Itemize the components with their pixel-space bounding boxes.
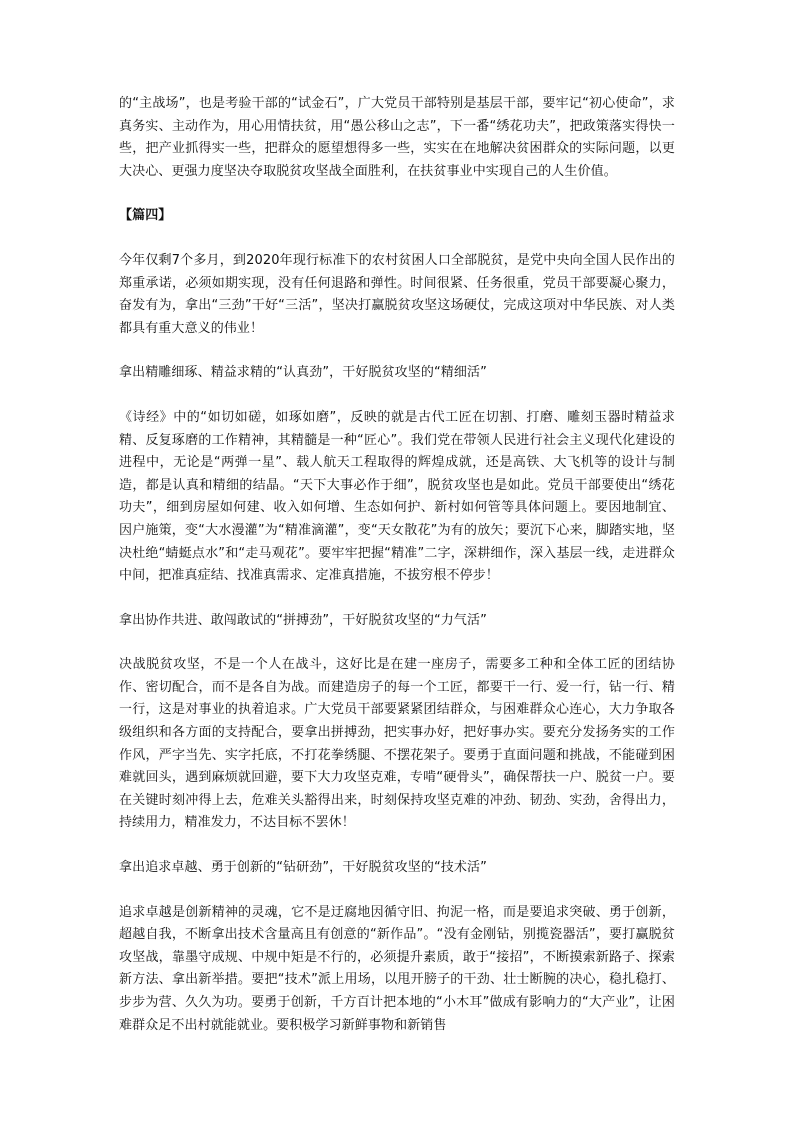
paragraph-overview: 今年仅剩7个多月，到2020年现行标准下的农村贫困人口全部脱贫，是党中央向全国人民作出的郑重承诺，必须如期实现，没有任何退路和弹性。时间很紧、任务很重，党员干部要凝心聚力，奋发有为，拿出“三劲”干好“三活”，坚决打赢脱贫攻坚这场硬仗，完成这项对中华民族、对人类都具有重大意义的伟业！: [119, 252, 675, 336]
document-page: [119, 93, 675, 1059]
subheading-striving: 拿出协作共进、敢闯敢试的“拼搏劲”，干好脱贫攻坚的“力气活”: [119, 612, 487, 628]
subheading-innovation: 拿出追求卓越、勇于创新的“钻研劲”，干好脱贫攻坚的“技术活”: [119, 860, 487, 876]
paragraph-striving: 决战脱贫攻坚，不是一个人在战斗，这好比是在建一座房子，需要多工种和全体工匠的团结协作、密切配合，而不是各自为战。而建造房子的每一个工匠，都要干一行、爱一行，钻一行、精一行，这是对事业的执着追求。广大党员干部要紧紧团结群众，与困难群众心连心，大力争取各级组织和各方面的支持配合，要拿出拼搏劲，把实事办好，把好事办实。要充分发扬务实的工作作风，严字当先、实字托底，不打花拳绣腿、不摆花架子。要勇于直面问题和挑战，不能碰到困难就回头，遇到麻烦就回避，要下大力攻坚克难，专啃“硬骨头”，确保帮扶一户、脱贫一户。要在关键时刻冲得上去，危难关头豁得出来，时刻保持攻坚克难的冲劲、韧劲、实劲，舍得出力，持续用力，精准发力，不达目标不罢休！: [119, 657, 675, 831]
paragraph-diligence: 《诗经》中的“如切如磋，如琢如磨”，反映的就是古代工匠在切割、打磨、雕刻玉器时精益求精、反复琢磨的工作精神，其精髓是一种“匠心”。我们党在带领人民进行社会主义现代化建设的进程中，无论是“两弹一星”、载人航天工程取得的辉煌成就，还是高铁、大飞机等的设计与制造，都是认真和精细的结晶。“天下大事必作于细”，脱贫攻坚也是如此。党员干部要使出“绣花功夫”，细到房屋如何建、收入如何增、生态如何护、新村如何管等具体问题上。要因地制宜、因户施策，变“大水漫灌”为“精准滴灌”，变“天女散花”为有的放矢；要沉下心来，脚踏实地，坚决杜绝“蜻蜓点水”和“走马观花”。要牢牢把握“精准”二字，深耕细作，深入基层一线，走进群众中间，把准真症结、找准真需求、定准真措施，不拔穷根不停步！: [119, 409, 675, 584]
subheading-diligence: 拿出精雕细琢、精益求精的“认真劲”，干好脱贫攻坚的“精细活”: [119, 365, 487, 381]
section-heading-part4: 【篇四】: [119, 208, 172, 224]
paragraph-innovation: 追求卓越是创新精神的灵魂，它不是迂腐地因循守旧、拘泥一格，而是要追求突破、勇于创新，超越自我，不断拿出技术含量高且有创意的“新作品”。“没有金刚钻，别揽瓷器活”，要打赢脱贫攻坚战，靠墨守成规、中规中矩是不行的，必须提升素质，敢于“接招”，不断摸索新路子、探索新方法、拿出新举措。要把“技术”派上用场，以甩开膀子的干劲、壮士断腕的决心，稳扎稳打、步步为营、久久为功。要勇于创新，千方百计把本地的“小木耳”做成有影响力的“大产业”，让困难群众足不出村就能就业。要积极学习新鲜事物和新销售: [119, 904, 675, 1033]
paragraph-intro: 的“主战场”，也是考验干部的“试金石”，广大党员干部特别是基层干部，要牢记“初心使命”，求真务实、主动作为，用心用情扶贫，用“愚公移山之志”，下一番“绣花功夫”，把政策落实得快一些，把产业抓得实一些，把群众的愿望想得多一些，实实在在地解决贫困群众的实际问题，以更大决心、更强力度坚决夺取脱贫攻坚战全面胜利，在扶贫事业中实现自己的人生价值。: [119, 96, 675, 179]
